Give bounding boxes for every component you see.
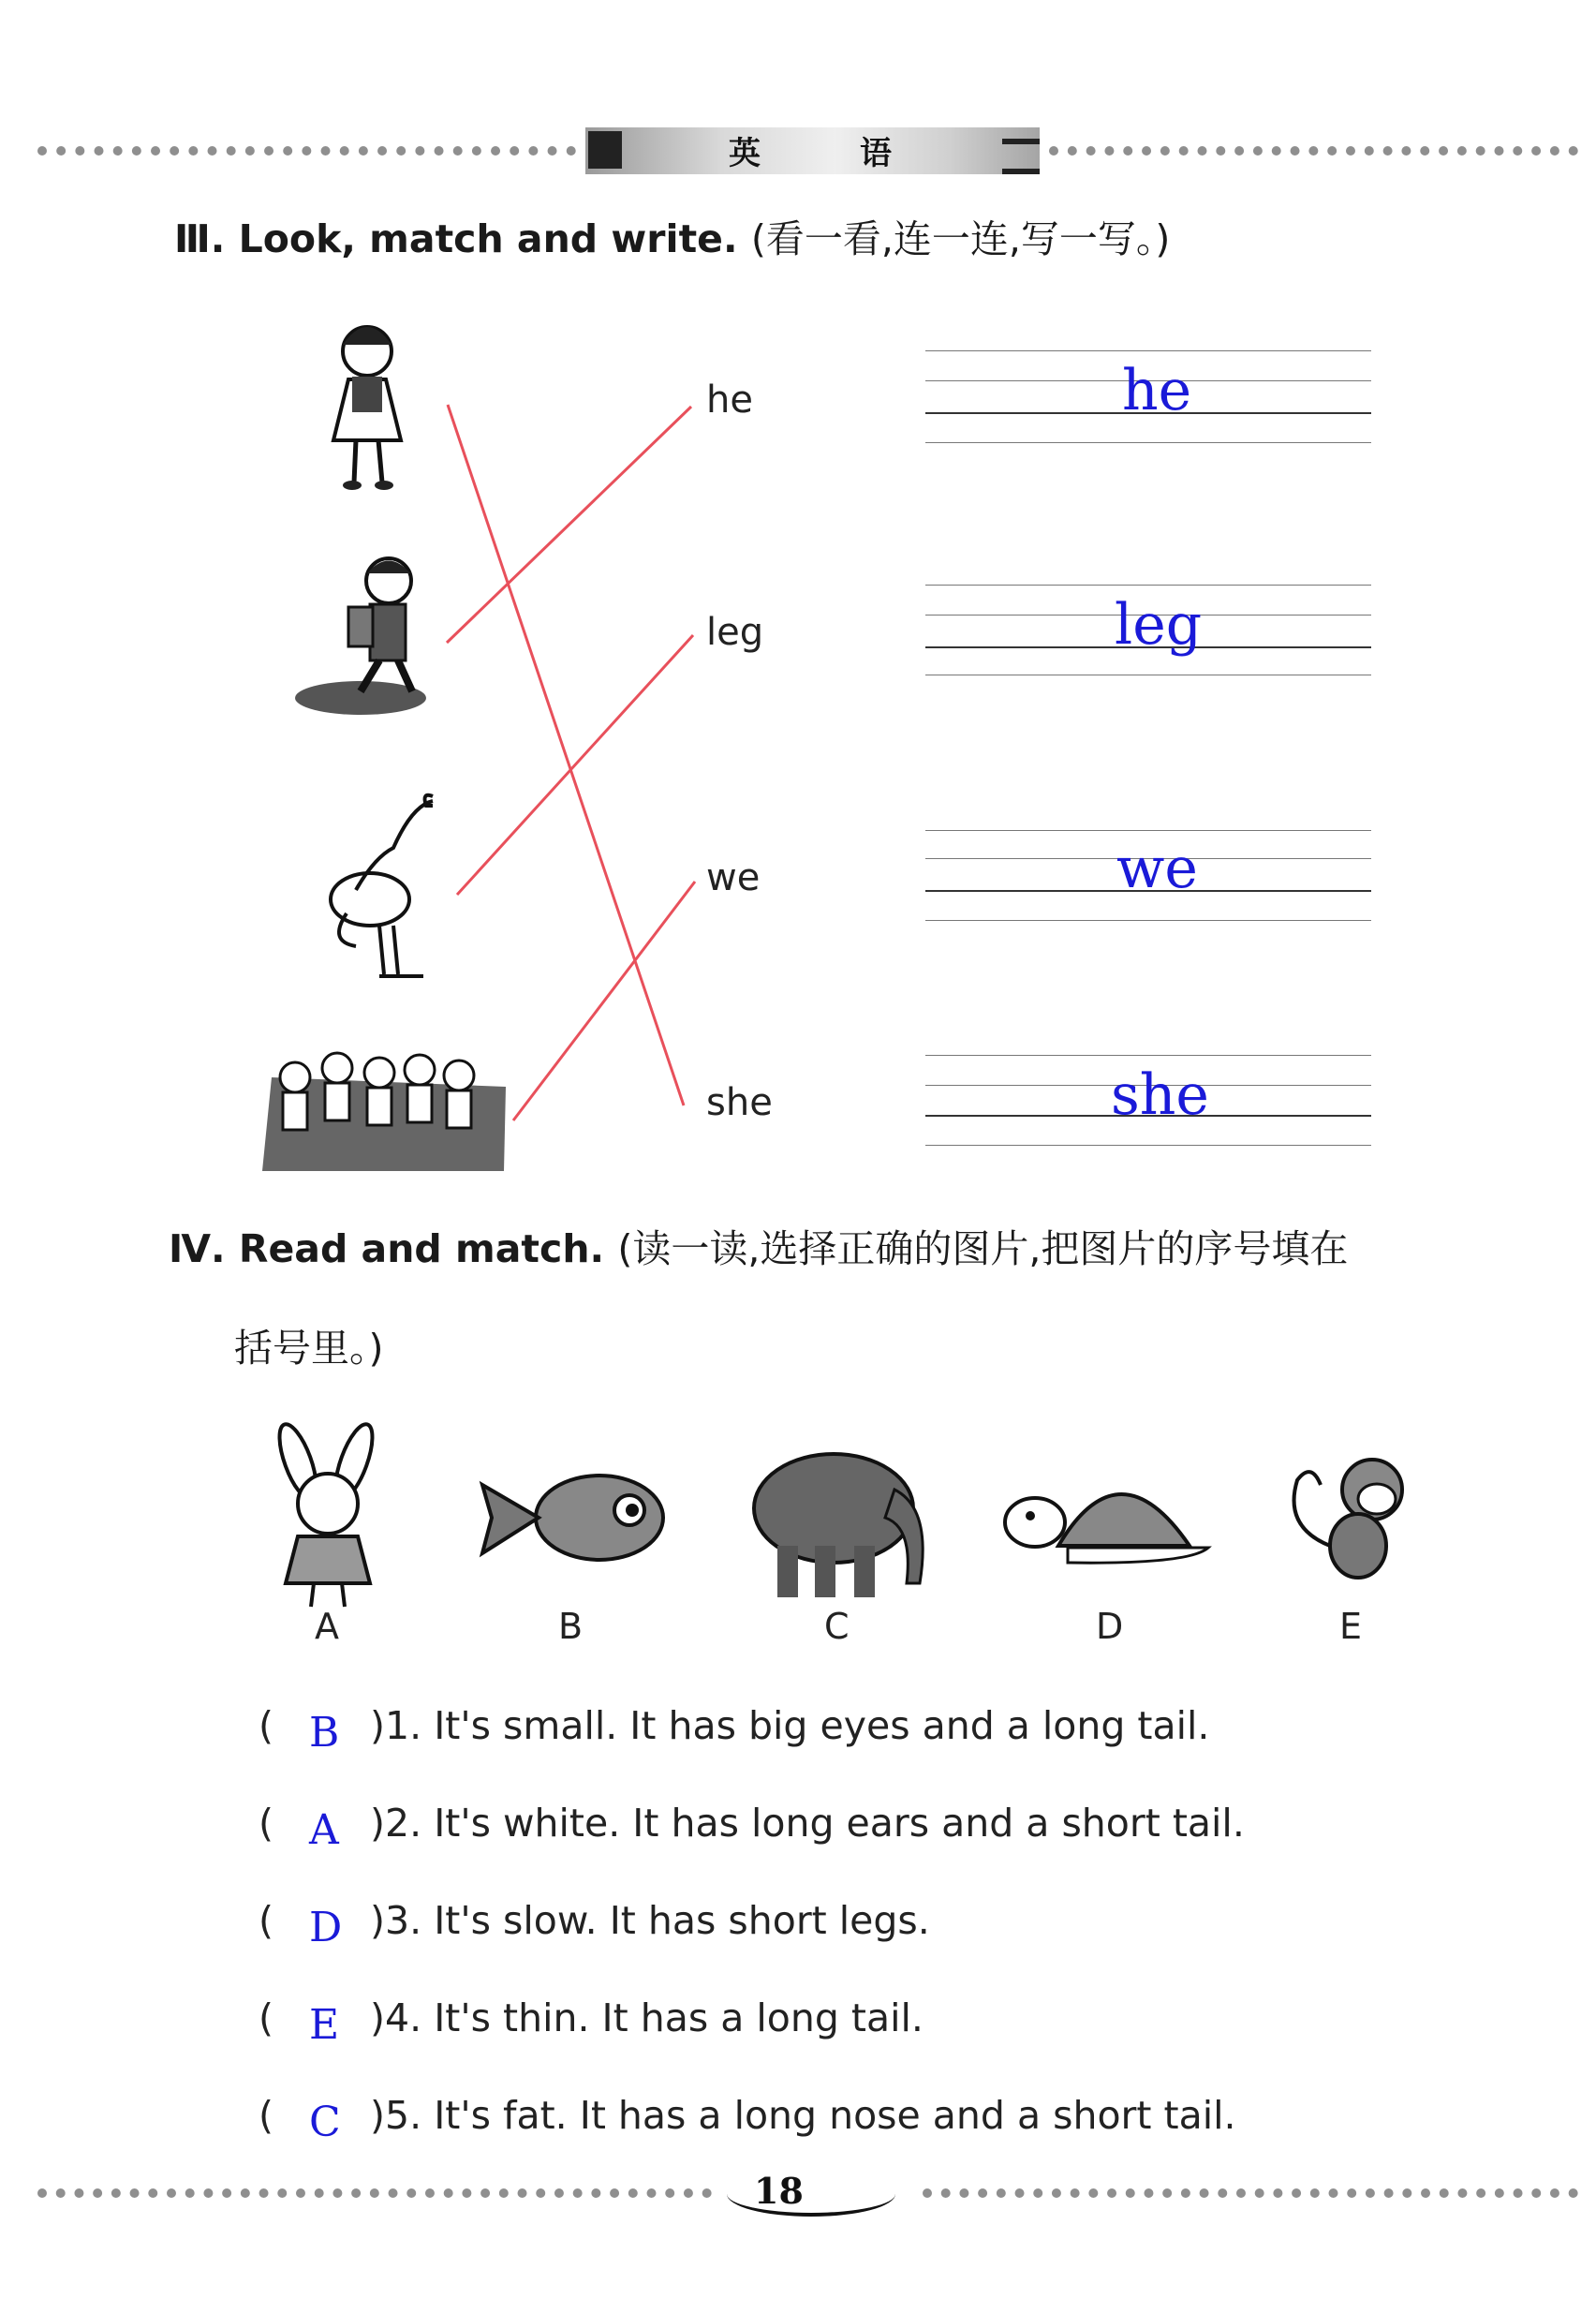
match-line-boy-he	[447, 407, 691, 643]
section4-title	[169, 1218, 1348, 1273]
writing-line	[925, 585, 1371, 586]
option-letter-b: B	[558, 1606, 584, 1647]
question-text-1: )1. It's small. It has big eyes and a long tail.	[370, 1703, 1210, 1748]
question-answer-5: C	[309, 2099, 341, 2146]
writing-line	[925, 830, 1371, 831]
written-answer-4: she	[1111, 1062, 1209, 1128]
writing-line	[925, 920, 1371, 921]
question-answer-2: A	[309, 1806, 339, 1854]
question-row-3	[259, 1898, 930, 1951]
turtle-picture	[1005, 1494, 1208, 1563]
question-text-4: )4. It's thin. It has a long tail.	[370, 1995, 924, 2040]
question-answer-4: E	[309, 2001, 340, 2049]
question-text-3: )3. It's slow. It has short legs.	[370, 1898, 930, 1943]
option-letter-c: C	[824, 1606, 850, 1647]
match-word-2: leg	[706, 611, 764, 654]
writing-line	[925, 1145, 1371, 1146]
option-letter-a: A	[315, 1606, 339, 1647]
question-row-5	[259, 2093, 1236, 2146]
boy-picture	[295, 558, 426, 715]
writing-line	[925, 350, 1371, 351]
question-row-4	[259, 1995, 924, 2049]
question-row-1	[259, 1703, 1210, 1757]
match-word-1: he	[706, 378, 753, 422]
match-word-4: she	[706, 1081, 773, 1124]
section4-title-continued: 括号里。)	[234, 1326, 384, 1371]
option-letter-e: E	[1339, 1606, 1363, 1647]
match-line-children-we	[513, 882, 695, 1120]
question-answer-3: D	[309, 1904, 343, 1951]
header-subject-left: 英	[729, 135, 761, 172]
writing-line	[925, 442, 1371, 443]
monkey-picture	[1294, 1460, 1402, 1578]
section4-animals	[0, 1405, 1596, 1621]
page-number: 18	[754, 2170, 804, 2212]
open-paren: (	[259, 2093, 273, 2138]
elephant-picture	[754, 1454, 923, 1597]
goldfish-picture	[482, 1476, 663, 1560]
match-line-girl-she	[448, 405, 684, 1105]
option-letter-d: D	[1096, 1606, 1124, 1647]
match-word-3: we	[706, 856, 761, 899]
footer-dots-left	[37, 2188, 712, 2198]
section3-title-en: Ⅲ. Look, match and write.	[174, 216, 738, 261]
writing-line	[925, 1055, 1371, 1056]
header-subject-right: 语	[860, 135, 892, 172]
girl-picture	[333, 327, 401, 490]
section4-title-en: Ⅳ. Read and match.	[169, 1226, 605, 1271]
page-number-oval	[727, 2172, 895, 2217]
open-paren: (	[259, 1801, 273, 1846]
question-text-2: )2. It's white. It has long ears and a short tail.	[370, 1801, 1245, 1846]
open-paren: (	[259, 1898, 273, 1943]
section3-title-cn: (看一看,连一连,写一写。)	[750, 216, 1171, 261]
footer-dots-right	[923, 2188, 1578, 2198]
open-paren: (	[259, 1995, 273, 2040]
match-line-flamingo-leg	[457, 635, 693, 895]
question-answer-1: B	[309, 1709, 340, 1757]
written-answer-2: leg	[1115, 592, 1203, 658]
written-answer-1: he	[1122, 358, 1192, 423]
question-text-5: )5. It's fat. It has a long nose and a short tail.	[370, 2093, 1236, 2138]
question-row-2	[259, 1801, 1245, 1854]
open-paren: (	[259, 1703, 273, 1748]
rabbit-picture	[272, 1420, 379, 1607]
written-answer-3: we	[1116, 836, 1198, 901]
section4-title-cn: (读一读,选择正确的图片,把图片的序号填在	[617, 1226, 1349, 1271]
children-picture	[262, 1053, 506, 1171]
flamingo-picture	[331, 795, 433, 976]
